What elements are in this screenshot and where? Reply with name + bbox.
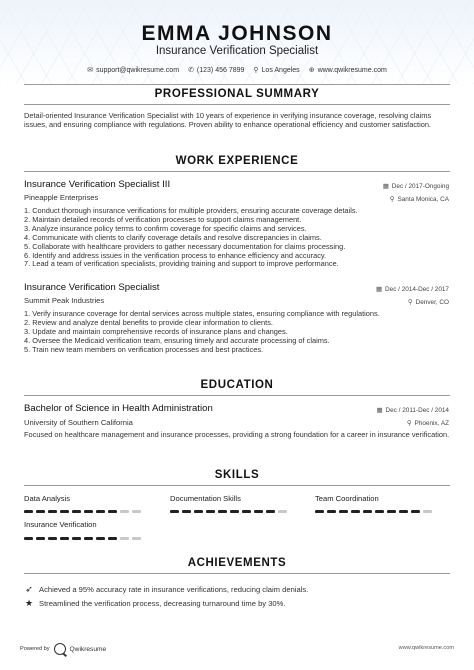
skill-level-segment <box>278 510 287 513</box>
list-item: 1. Conduct thorough insurance verifications for multiple providers, ensuring accurate coverage details. <box>24 206 358 215</box>
skill-level-segment <box>84 537 93 540</box>
skill-level-segment <box>351 510 360 513</box>
powered-by <box>20 643 106 655</box>
skill-level-segment <box>72 510 81 513</box>
email-icon: ✉ <box>87 67 94 74</box>
skill-level-bar <box>315 510 432 513</box>
skill-level-bar <box>170 510 287 513</box>
brand-name[interactable]: Qwikresume <box>69 645 107 653</box>
summary-divider <box>24 104 450 105</box>
calendar-icon: ▦ <box>382 183 389 190</box>
skill-level-segment <box>60 510 69 513</box>
list-item: 5. Collaborate with healthcare providers to gather necessary documentation for claims processing. <box>24 241 346 251</box>
achievement-item <box>24 598 286 609</box>
contact-email-text: support@qwikresume.com <box>96 66 180 74</box>
header-divider <box>24 84 450 85</box>
skill-level-segment <box>315 510 324 513</box>
list-item: 4. Oversee the Medicaid verification team, ensuring timely and accurate processing of claims. <box>24 335 330 345</box>
skill-level-segment <box>72 537 81 540</box>
experience-heading: WORK EXPERIENCE <box>175 155 299 167</box>
trophy-icon: ★ <box>24 598 34 608</box>
skill-level-segment <box>24 537 33 540</box>
education-dates <box>376 406 449 414</box>
skill-level-segment <box>96 537 105 540</box>
education-location <box>407 419 449 427</box>
pin-icon: ⚲ <box>389 196 395 203</box>
list-item: 2. Review and analyze dental benefits to provide clear information to clients. <box>24 317 273 327</box>
skill-name: Team Coordination <box>315 494 379 503</box>
skill-level-segment <box>132 537 141 540</box>
list-item: 1. Verify insurance coverage for dental services across multiple states, ensuring compliance with regulations. <box>24 309 380 318</box>
list-item: 4. Communicate with clients to clarify coverage details and resolve discrepancies in claims. <box>24 232 322 242</box>
contact-website-text: www.qwikresume.com <box>317 66 387 74</box>
list-item: 2. Maintain detailed records of verification processes to support claims management. <box>24 214 302 224</box>
candidate-name: EMMA JOHNSON <box>141 22 333 45</box>
contact-bar <box>0 66 474 74</box>
achievements-heading: ACHIEVEMENTS <box>187 557 287 569</box>
job-dates-text: Dec / 2017-Ongoing <box>391 182 449 190</box>
globe-icon: ⊕ <box>308 67 315 74</box>
location-icon: ⚲ <box>253 67 259 74</box>
skill-level-segment <box>108 510 117 513</box>
skill-level-segment <box>230 510 239 513</box>
skill-level-segment <box>339 510 348 513</box>
achievement-item <box>24 584 308 595</box>
skill-level-segment <box>194 510 203 513</box>
education-dates-text: Dec / 2011-Dec / 2014 <box>385 406 449 414</box>
skill-level-segment <box>266 510 275 513</box>
summary-heading: PROFESSIONAL SUMMARY <box>154 88 320 100</box>
list-item: 3. Update and maintain comprehensive records of insurance plans and changes. <box>24 326 288 336</box>
job-responsibilities <box>24 310 452 355</box>
achievements-divider <box>24 573 450 574</box>
pin-icon: ⚲ <box>406 420 412 427</box>
skill-level-bar <box>24 510 141 513</box>
skill-level-segment <box>36 510 45 513</box>
list-item: 6. Identify and address issues in the verification process to enhance efficiency and accuracy. <box>24 250 327 260</box>
education-description: Focused on healthcare management and insurance processes, providing a strong foundation for a career in insurance verification. <box>24 430 450 439</box>
skill-level-segment <box>242 510 251 513</box>
rocket-icon: ➶ <box>25 584 33 594</box>
qwikresume-logo-icon <box>54 643 66 655</box>
candidate-title: Insurance Verification Specialist <box>155 45 319 57</box>
achievement-text: Achieved a 95% accuracy rate in insurance verifications, reducing claim denials. <box>39 585 309 594</box>
achievement-text: Streamlined the verification process, decreasing turnaround time by 30%. <box>39 599 286 608</box>
calendar-icon: ▦ <box>376 286 383 293</box>
job-dates-text: Dec / 2014-Dec / 2017 <box>385 285 449 293</box>
skill-level-segment <box>327 510 336 513</box>
skills-divider <box>24 485 450 486</box>
contact-email[interactable] <box>87 66 179 74</box>
job-location-text: Denver, CO <box>415 298 449 306</box>
skill-level-segment <box>206 510 215 513</box>
skill-level-bar <box>24 537 141 540</box>
phone-icon: ✆ <box>188 67 194 74</box>
skill-level-segment <box>411 510 420 513</box>
school-name: University of Southern California <box>24 418 133 427</box>
skill-level-segment <box>84 510 93 513</box>
contact-website[interactable] <box>309 66 387 74</box>
contact-phone-text: (123) 456 7899 <box>196 66 245 74</box>
resume-header <box>0 0 474 84</box>
job-title: Insurance Verification Specialist III <box>24 179 171 190</box>
skill-level-segment <box>423 510 432 513</box>
skill-level-segment <box>108 537 117 540</box>
skill-level-segment <box>363 510 372 513</box>
skill-level-segment <box>182 510 191 513</box>
skill-level-segment <box>48 510 57 513</box>
calendar-icon: ▦ <box>376 407 383 414</box>
job-company: Pineapple Enterprises <box>24 193 99 202</box>
skill-level-segment <box>36 537 45 540</box>
job-title: Insurance Verification Specialist <box>24 282 160 293</box>
skill-level-segment <box>375 510 384 513</box>
contact-location <box>253 66 299 74</box>
education-heading: EDUCATION <box>200 379 274 391</box>
skill-name: Insurance Verification <box>24 520 97 529</box>
job-dates <box>376 285 449 293</box>
job-location <box>408 298 449 306</box>
job-dates <box>383 182 449 190</box>
list-item: 5. Train new team members on verification processes and best practices. <box>24 344 264 354</box>
skill-level-segment <box>132 510 141 513</box>
skill-level-segment <box>399 510 408 513</box>
education-location-text: Phoenix, AZ <box>414 419 449 427</box>
job-responsibilities <box>24 207 452 269</box>
skill-level-segment <box>48 537 57 540</box>
skill-level-segment <box>120 537 129 540</box>
skill-level-segment <box>218 510 227 513</box>
skill-level-segment <box>387 510 396 513</box>
contact-location-text: Los Angeles <box>261 66 300 74</box>
powered-by-label: Powered by <box>20 646 50 652</box>
skill-name: Documentation Skills <box>170 494 241 503</box>
job-location <box>390 195 449 203</box>
list-item: 3. Analyze insurance policy terms to confirm coverage for specific claims and services. <box>24 223 307 233</box>
list-item: 7. Lead a team of verification specialists, providing training and support to improve performance. <box>24 259 339 269</box>
skill-level-segment <box>254 510 263 513</box>
page-footer <box>0 641 474 670</box>
skills-heading: SKILLS <box>214 469 260 481</box>
degree-title: Bachelor of Science in Health Administration <box>24 403 213 414</box>
skill-level-segment <box>60 537 69 540</box>
summary-text: Detail-oriented Insurance Verification Specialist with 10 years of experience in verifying insurance coverage, resolving claims issues, and ensuring compliance with regulations. Proven ability to enhance operational efficiency and customer satisfaction. <box>24 111 432 130</box>
skill-level-segment <box>96 510 105 513</box>
job-location-text: Santa Monica, CA <box>397 195 449 203</box>
footer-url[interactable]: www.qwikresume.com <box>398 645 454 651</box>
education-divider <box>24 395 450 396</box>
skill-level-segment <box>120 510 129 513</box>
skill-name: Data Analysis <box>24 494 71 503</box>
skill-level-segment <box>24 510 33 513</box>
pin-icon: ⚲ <box>407 299 413 306</box>
skill-level-segment <box>170 510 179 513</box>
experience-divider <box>24 171 450 172</box>
contact-phone[interactable] <box>188 66 244 74</box>
job-company: Summit Peak Industries <box>24 296 105 305</box>
